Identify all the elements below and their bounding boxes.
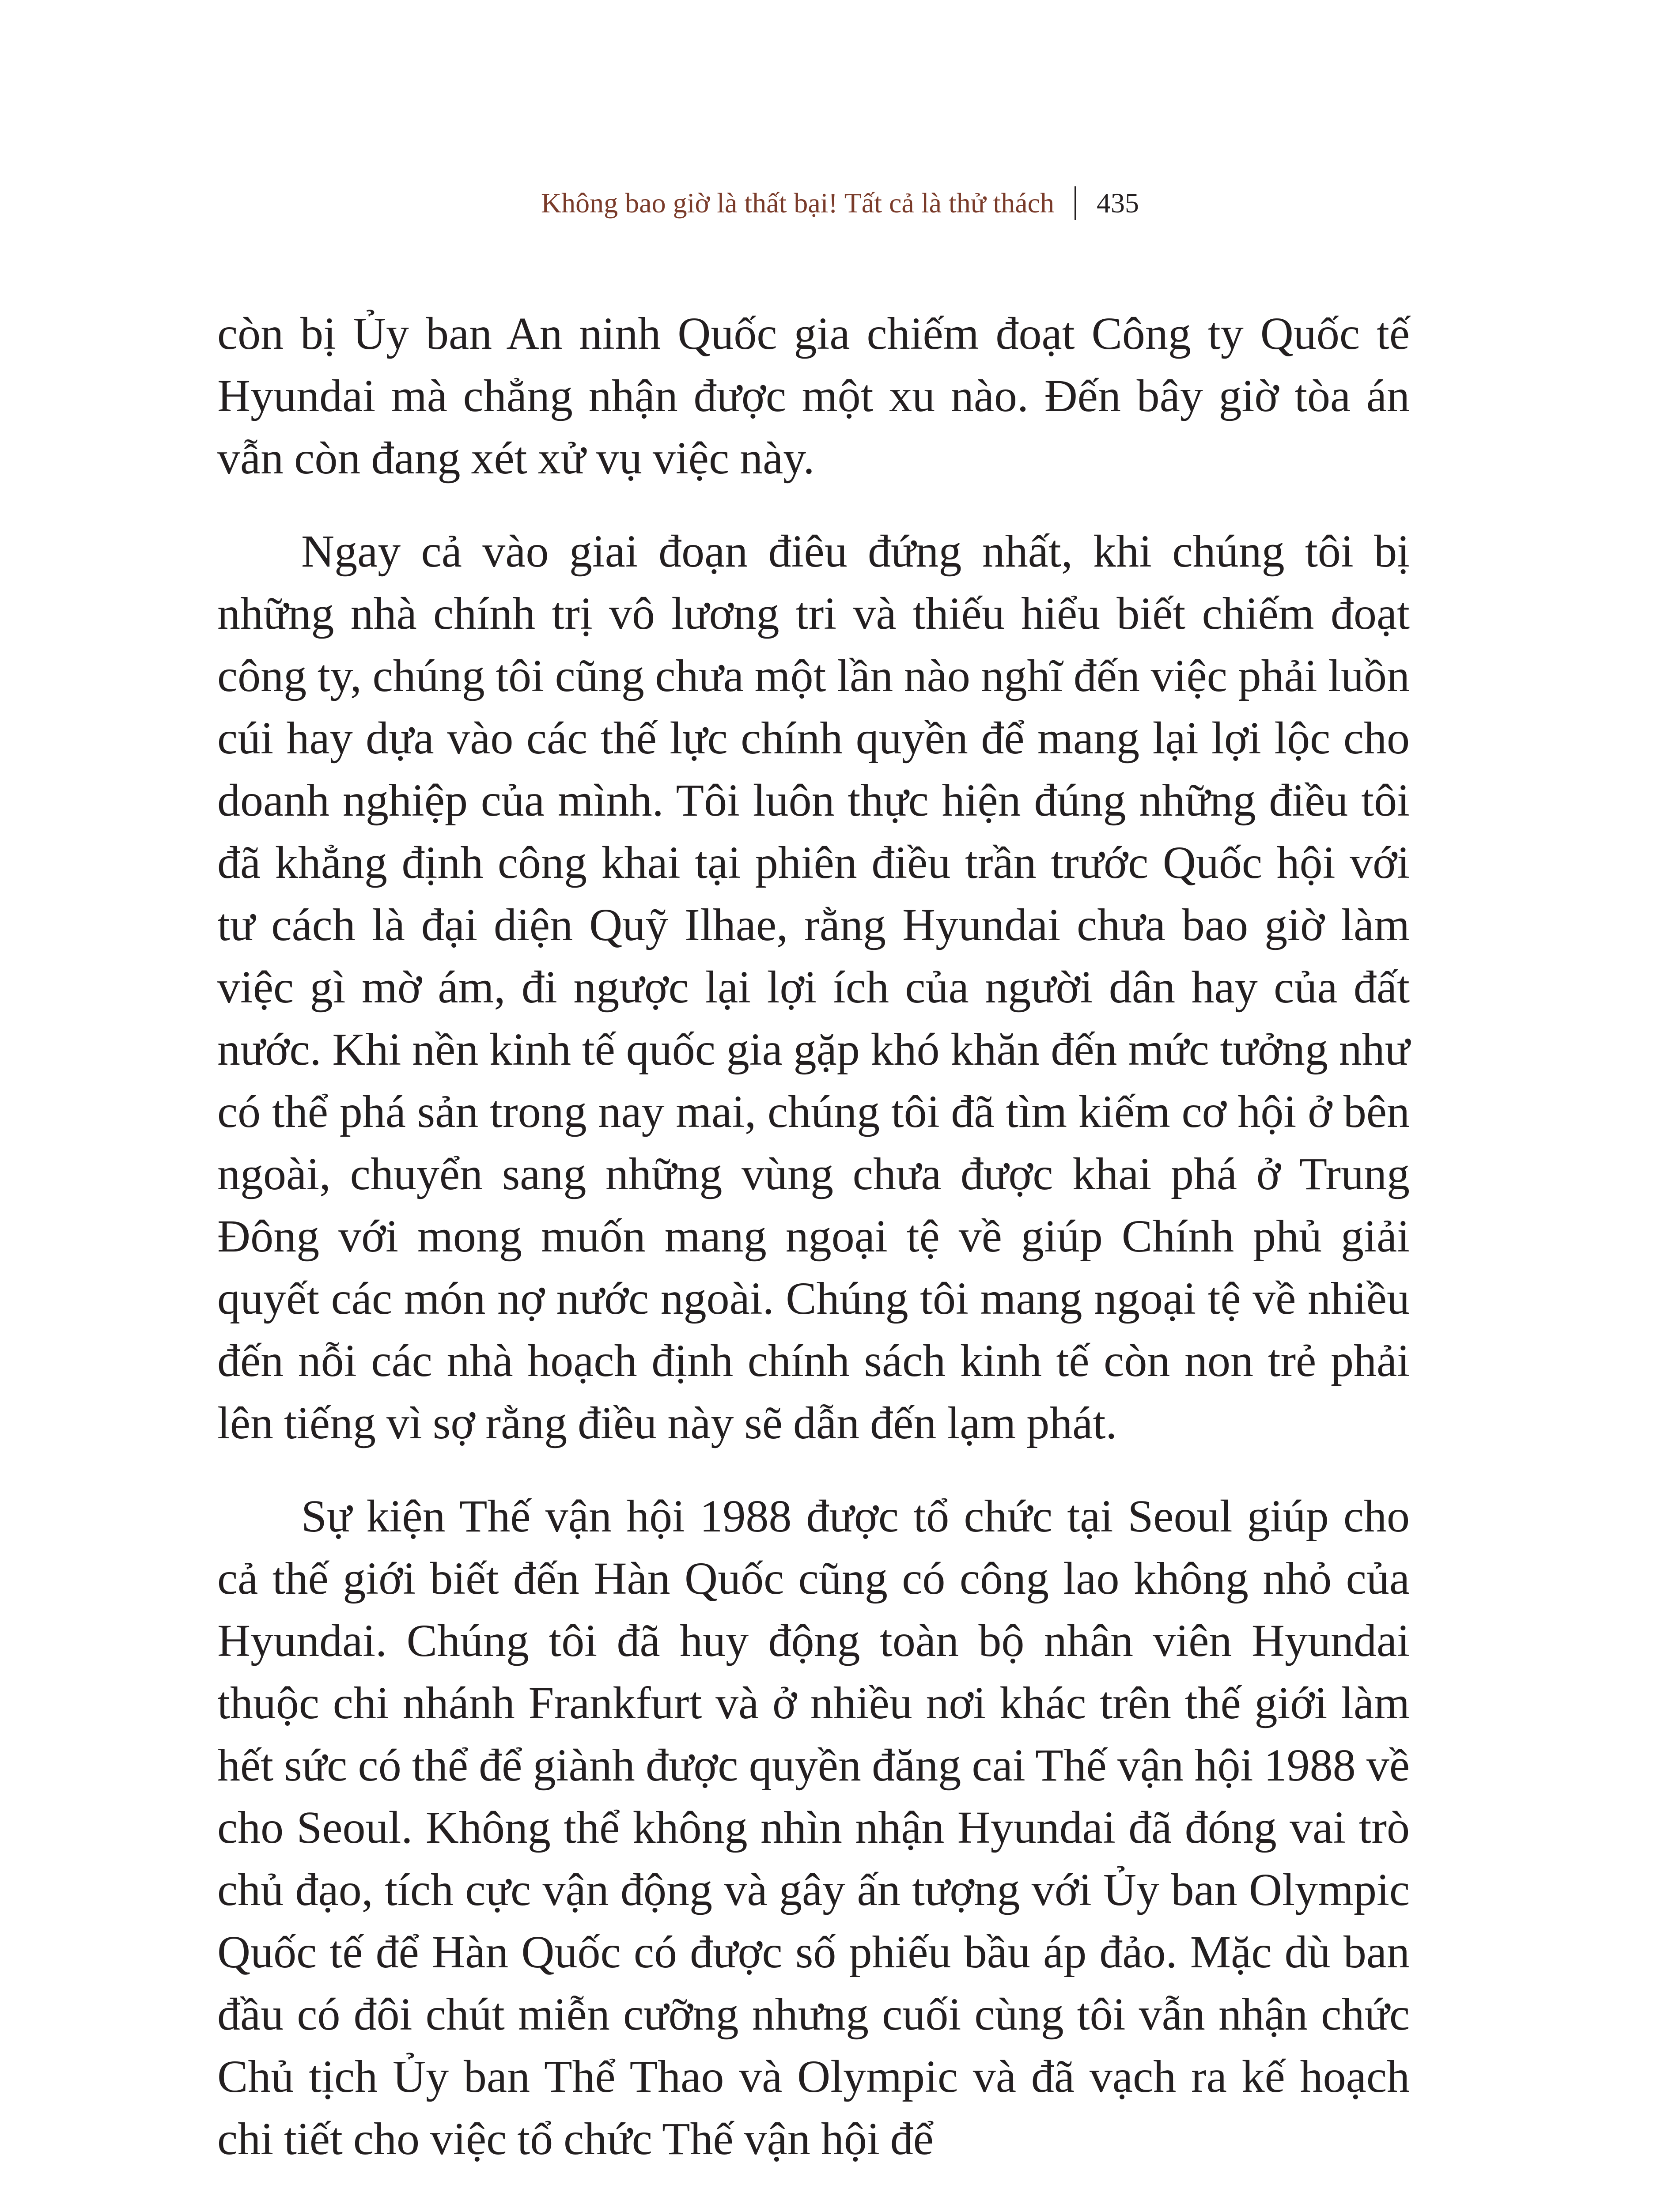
body-text — [217, 302, 1410, 2170]
paragraph-2: Ngay cả vào giai đoạn điêu đứng nhất, khi chúng tôi bị những nhà chính trị vô lương tri và thiếu hiểu biết chiếm đoạt công ty, chúng tôi cũng chưa một lần nào nghĩ đến việc phải luồn cúi hay dựa vào các thế lực chính quyền để mang lại lợi lộc cho doanh nghiệp của mình. Tôi luôn thực hiện đúng những điều tôi đã khẳng định công khai tại phiên điều trần trước Quốc hội với tư cách là đại diện Quỹ Ilhae, rằng Hyundai chưa bao giờ làm việc gì mờ ám, đi ngược lại lợi ích của người dân hay của đất nước. Khi nền kinh tế quốc gia gặp khó khăn đến mức tưởng như có thể phá sản trong nay mai, chúng tôi đã tìm kiếm cơ hội ở bên ngoài, chuyển sang những vùng chưa được khai phá ở Trung Đông với mong muốn mang ngoại tệ về giúp Chính phủ giải quyết các món nợ nước ngoài. Chúng tôi mang ngoại tệ về nhiều đến nỗi các nhà hoạch định chính sách kinh tế còn non trẻ phải lên tiếng vì sợ rằng điều này sẽ dẫn đến lạm phát. — [217, 526, 1410, 1448]
running-title: Không bao giờ là thất bại! Tất cả là thử thách — [541, 187, 1055, 219]
page-number: 435 — [1097, 187, 1139, 219]
paragraph-1: còn bị Ủy ban An ninh Quốc gia chiếm đoạt Công ty Quốc tế Hyundai mà chẳng nhận được một xu nào. Đến bây giờ tòa án vẫn còn đang xét xử vụ việc này. — [217, 308, 1410, 484]
paragraph-3: Sự kiện Thế vận hội 1988 được tổ chức tại Seoul giúp cho cả thế giới biết đến Hàn Quốc cũng có công lao không nhỏ của Hyundai. Chúng tôi đã huy động toàn bộ nhân viên Hyundai thuộc chi nhánh Frankfurt và ở nhiều nơi khác trên thế giới làm hết sức có thể để giành được quyền đăng cai Thế vận hội 1988 về cho Seoul. Không thể không nhìn nhận Hyundai đã đóng vai trò chủ đạo, tích cực vận động và gây ấn tượng với Ủy ban Olympic Quốc tế để Hàn Quốc có được số phiếu bầu áp đảo. Mặc dù ban đầu có đôi chút miễn cưỡng nhưng cuối cùng tôi vẫn nhận chức Chủ tịch Ủy ban Thể Thao và Olympic và đã vạch ra kế hoạch chi tiết cho việc tổ chức Thế vận hội để — [217, 1491, 1410, 2164]
running-header — [0, 179, 1680, 227]
header-divider — [1075, 186, 1076, 220]
